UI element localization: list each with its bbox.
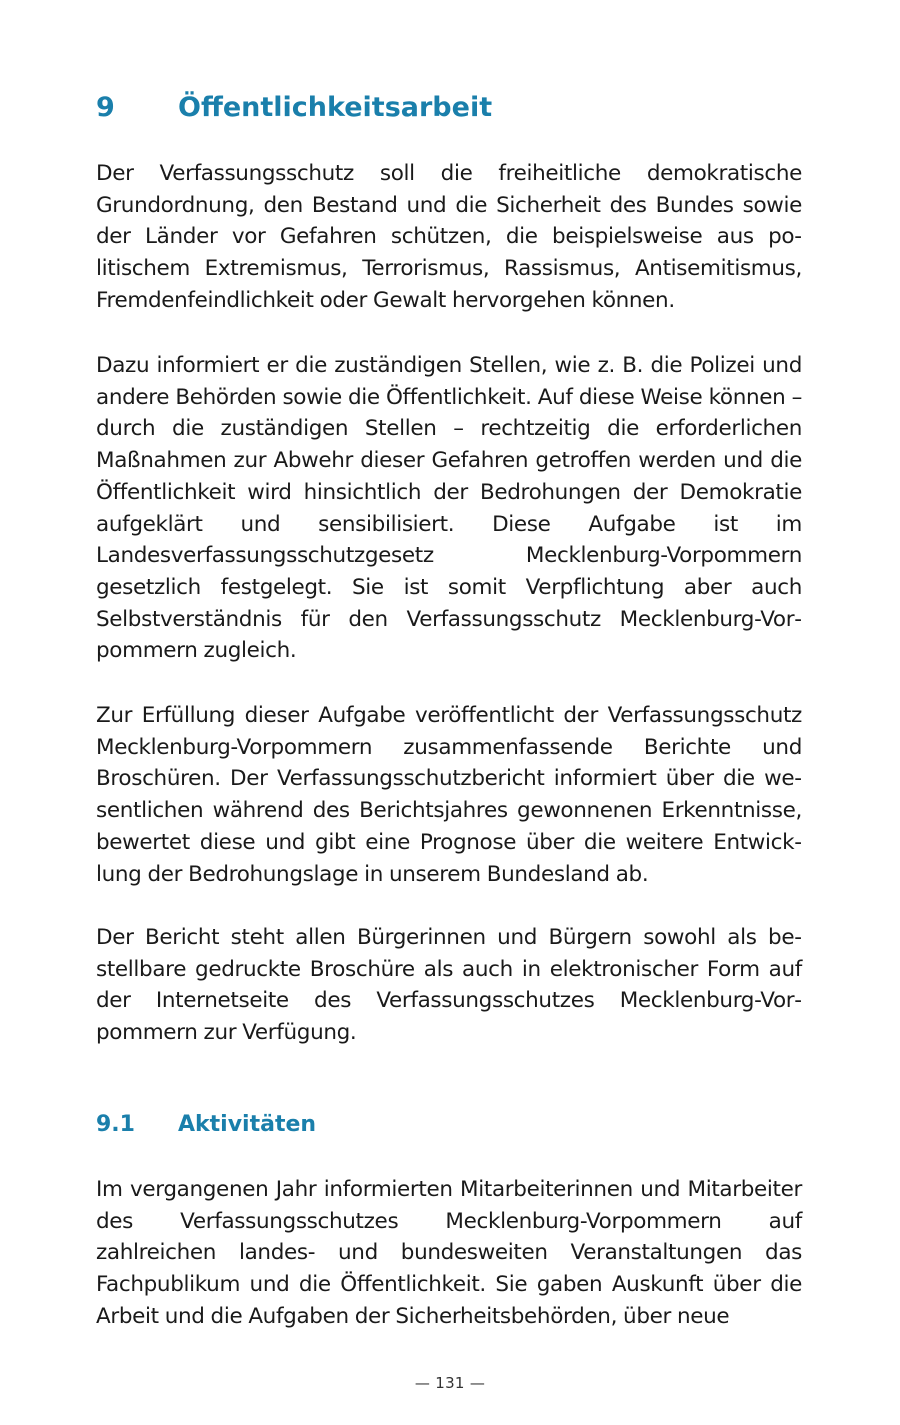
subsection-number: 9.1 — [96, 1112, 135, 1137]
section-number: 9 — [96, 92, 115, 123]
paragraph-4: Der Bericht steht allen Bürgerinnen und Bürgern sowohl als bestellbare gedruckte Broschüre als auch in elektronischer Form auf der Internetseite des Verfassungsschutzes Mecklenburg-Vorpommern zur Verfügung. — [96, 925, 802, 1046]
subsection-title: Aktivitäten — [178, 1112, 317, 1137]
subsection-heading — [96, 1110, 802, 1140]
paragraph-1: Der Verfassungsschutz soll die freiheitliche demokratische Grundordnung, den Bestand und die Sicherheit des Bundes sowie der Länder vor Gefahren schützen, die beispielsweise aus politischem Extremismus, Terrorismus, Rassismus, Antisemitismus, Fremdenfeindlichkeit oder Gewalt hervorgehen können. — [96, 161, 802, 313]
paragraph-2: Dazu informiert er die zuständigen Stellen, wie z. B. die Polizei und andere Behörden sowie die Öffentlichkeit. Auf diese Weise können – durch die zuständigen Stellen – rechtzeitig die erforderlichen Maßnahmen zur Abwehr dieser Gefahren getroffen werden und die Öffentlichkeit wird hinsichtlich der Bedrohungen der Demokratie aufgeklärt und sensibilisiert. Diese Aufgabe ist im Landesverfassungsschutzgesetz Mecklenburg-Vorpommern gesetzlich festgelegt. Sie ist somit Verpflichtung aber auch Selbstverständnis für den Verfassungsschutz Mecklenburg-Vorpommern zugleich. — [96, 353, 802, 664]
section-heading — [96, 90, 802, 126]
paragraph-3: Zur Erfüllung dieser Aufgabe veröffentlicht der Verfassungsschutz Mecklenburg-Vorpommern zusammenfassende Berichte und Broschüren. Der Verfassungsschutzbericht informiert über die wesentlichen während des Berichtsjahres gewonnenen Erkenntnisse, bewertet diese und gibt eine Prognose über die weitere Entwicklung der Bedrohungslage in unserem Bundesland ab. — [96, 703, 802, 887]
section-title: Öffentlichkeitsarbeit — [178, 92, 493, 123]
subsection-paragraph-1: Im vergangenen Jahr informierten Mitarbeiterinnen und Mitarbeiter des Verfassungsschutzes Mecklenburg-Vorpommern auf zahlreichen landes- und bundesweiten Veranstaltungen das Fachpublikum und die Öffentlichkeit. Sie gaben Auskunft über die Arbeit und die Aufgaben der Sicherheitsbehörden, über neue — [96, 1177, 802, 1329]
page-number: — 131 — — [414, 1374, 486, 1392]
